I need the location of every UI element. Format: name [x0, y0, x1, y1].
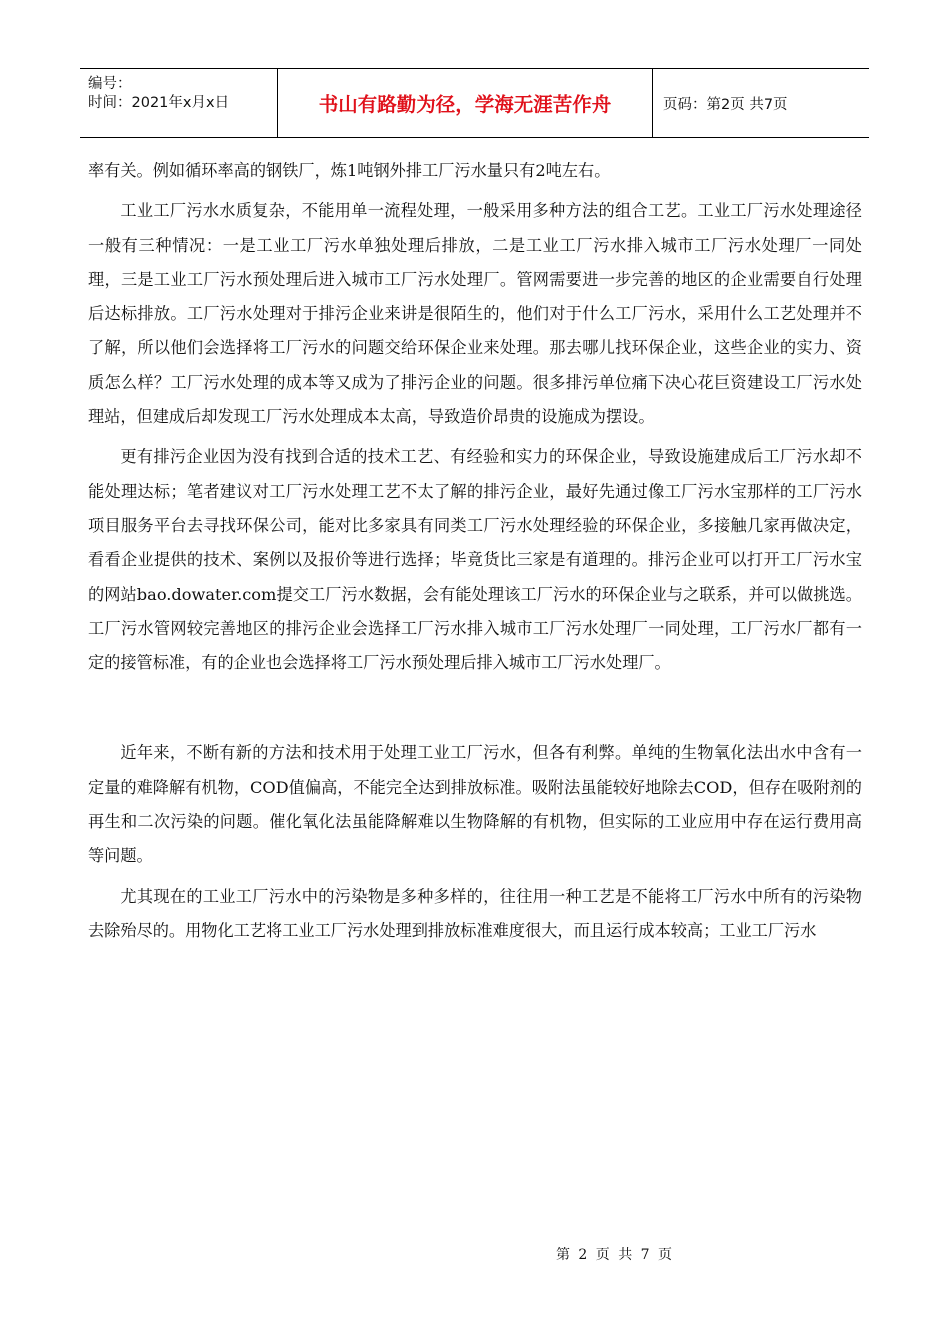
paragraph-5: 尤其现在的工业工厂污水中的污染物是多种多样的，往往用一种工艺是不能将工厂污水中所有的污染物去除殆尽的。用物化工艺将工业工厂污水处理到排放标准难度很大，而且运行成本较高；工业工厂污水 — [88, 886, 862, 940]
serial-label: 编号： — [88, 76, 132, 92]
header-page-code: 页码：第2页 共7页 — [663, 96, 788, 113]
time-label: 时间：2021年x月x日 — [88, 95, 230, 111]
document-body — [88, 154, 862, 948]
paragraph-2: 工业工厂污水水质复杂，不能用单一流程处理，一般采用多种方法的组合工艺。工业工厂污水处理途径一般有三种情况：一是工业工厂污水单独处理后排放，二是工业工厂污水排入城市工厂污水处理厂一同处理，三是工业工厂污水预处理后进入城市工厂污水处理厂。管网需要进一步完善的地区的企业需要自行处理后达标排放。工厂污水处理对于排污企业来讲是很陌生的，他们对于什么工厂污水，采用什么工艺处理并不了解，所以他们会选择将工厂污水的问题交给环保企业来处理。那去哪儿找环保企业，这些企业的实力、资质怎么样？工厂污水处理的成本等又成为了排污企业的问题。很多排污单位痛下决心花巨资建设工厂污水处理站，但建成后却发现工厂污水处理成本太高，导致造价昂贵的设施成为摆设。 — [88, 201, 862, 427]
page-footer — [0, 1244, 950, 1264]
header-meta — [80, 69, 278, 137]
paragraph-1: 率有关。例如循环率高的钢铁厂，炼1吨钢外排工厂污水量只有2吨左右。 — [88, 161, 611, 180]
page-header — [80, 68, 869, 138]
header-motto: 书山有路勤为径，学海无涯苦作舟 — [278, 69, 653, 137]
footer-page-number: 第 2 页 共 7 页 — [555, 1247, 675, 1263]
paragraph-4: 近年来，不断有新的方法和技术用于处理工业工厂污水，但各有利弊。单纯的生物氧化法出水中含有一定量的难降解有机物，COD值偏高，不能完全达到排放标准。吸附法虽能较好地除去COD，但存在吸附剂的再生和二次污染的问题。催化氧化法虽能降解难以生物降解的有机物，但实际的工业应用中存在运行费用高等问题。 — [88, 743, 862, 866]
paragraph-3: 更有排污企业因为没有找到合适的技术工艺、有经验和实力的环保企业，导致设施建成后工厂污水却不能处理达标；笔者建议对工厂污水处理工艺不太了解的排污企业，最好先通过像工厂污水宝那样的工厂污水项目服务平台去寻找环保公司，能对比多家具有同类工厂污水处理经验的环保企业，多接触几家再做决定，看看企业提供的技术、案例以及报价等进行选择；毕竟货比三家是有道理的。排污企业可以打开工厂污水宝的网站bao.dowater.com提交工厂污水数据，会有能处理该工厂污水的环保企业与之联系，并可以做挑选。工厂污水管网较完善地区的排污企业会选择工厂污水排入城市工厂污水处理厂一同处理，工厂污水厂都有一定的接管标准，有的企业也会选择将工厂污水预处理后排入城市工厂污水处理厂。 — [88, 447, 862, 673]
blank-line — [88, 680, 862, 730]
